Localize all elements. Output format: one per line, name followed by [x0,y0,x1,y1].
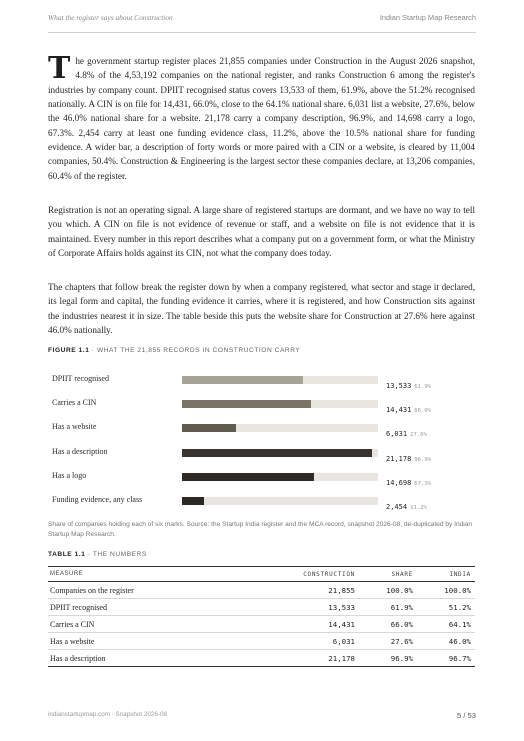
intro-paragraph-text: he government startup register places 21,855 companies under Construction in the August 2026 snapshot, 4.8% of the 4,53,192 companies on the national register, and ranks Construction 6 among the register's industries by company count. DPIIT recognised status covers 13,533 of them, 61.9%, above the 51.2% recognised nationally. A CIN is on file for 14,431, 66.0%, close to the 64.1% national share. 6,031 list a website, 27.6%, below the 46.0% national share for a website. 21,178 carry a company description, 96.9%, and 14,698 carry a logo, 67.3%. 2,454 carry at least one funding evidence class, 11.2%, above the 10.5% national share for funding evidence. A wider bar, a description of forty words or more paired with a CIN or a website, is cleared by 11,004 companies, 50.4%. Construction & Engineering is the largest sector these companies declare, at 13,206 companies, 60.4% of the register. [48,56,475,181]
bar-row [48,491,475,515]
bar-row [48,418,475,442]
table-cell-measure: DPIIT recognised [48,599,248,616]
figure-caption [48,347,300,354]
bar [182,449,372,457]
page-header [48,13,476,33]
bar-count: 21,178 [386,454,412,463]
table-row [48,582,475,599]
bar-label: Has a website [52,422,97,432]
bar-track [182,449,378,457]
bar-count: 6,031 [386,430,408,439]
publisher-name: Indian Startup Map Research [379,13,476,22]
caveat-paragraph: Registration is not an operating signal. A large share of registered startups are dormant, and we have no way to tell you which. A CIN on file is not evidence of revenue or staff, and a website on file is not evidence that it is maintained. Every number in this report describes what a company put on a government form, or what the Ministry of Corporate Affairs holds against its CIN, not what the company does today. [48,205,475,259]
drop-cap: T [48,51,71,86]
bar-percent: 66.0% [414,408,432,415]
bar-row [48,443,475,467]
table-cell-construction: 13,533 [248,599,359,616]
bar-count: 13,533 [386,382,412,390]
table-cell-measure: Carries a CIN [48,616,248,633]
figure-separator: · [89,347,97,354]
table-cell-measure: Has a website [48,633,248,650]
bar-label: Carries a CIN [52,398,97,408]
bar-row [48,394,475,418]
bar-row [48,370,475,394]
table-cell-share: 96.9% [359,650,417,667]
bar-label: Has a description [52,446,108,456]
column-header-construction: CONSTRUCTION [248,567,359,582]
bar [182,497,204,505]
table-cell-construction: 21,178 [248,650,359,667]
table-cell-india: 64.1% [417,616,475,633]
table-number: TABLE 1.1 [48,551,86,558]
bar [182,400,311,408]
figure-number: FIGURE 1.1 [48,347,90,354]
figure-note: Share of companies holding each of six marks. Source: the Startup India register and the MCA record, snapshot 2026-08, de-duplicated by Indian Startup Map Research. [48,521,473,538]
column-header-measure: MEASURE [48,567,248,582]
bar-label: DPIIT recognised [52,374,109,383]
bar-value-label [386,496,427,514]
page-number: 5 / 53 [457,711,476,720]
bar-track [182,473,378,481]
table-cell-construction: 6,031 [248,633,359,650]
table-row [48,650,475,667]
bar-percent: 11.2% [410,504,427,511]
table-row [48,633,475,650]
bar-value-label [386,472,431,490]
table-separator: · [85,551,93,558]
bar-count: 14,431 [386,406,412,415]
table-cell-india: 46.0% [417,633,475,650]
bar-percent: 96.9% [414,456,432,463]
bar-chart [48,370,475,515]
bar [182,376,303,384]
bar-count: 2,454 [386,502,408,511]
column-header-india: INDIA [417,567,475,582]
table-cell-india: 51.2% [417,599,475,616]
chapters-paragraph: The chapters that follow break the register down by when a company registered, what sector and stage it declared, its legal form and capital, the funding evidence it carries, where it is registered, and how Construction sits against the industries nearest it in size. The table beside this puts the website share for Construction at 27.6% here against 46.0% nationally. [48,282,475,336]
numbers-table [48,566,475,667]
table-cell-construction: 14,431 [248,616,359,633]
bar-percent: 61.9% [414,384,432,390]
bar [182,473,314,481]
figure-title: WHAT THE 21,855 RECORDS IN CONSTRUCTION CARRY [96,347,301,354]
bar-track [182,400,378,408]
table-cell-measure: Companies on the register [48,582,248,599]
table-cell-measure: Has a description [48,650,248,667]
table-cell-share: 100.0% [359,582,417,599]
bar-percent: 27.6% [410,432,427,439]
bar-label: Has a logo [52,470,87,480]
bar-row [48,467,475,491]
running-title: What the register says about Construction [48,13,173,22]
table-cell-construction: 21,855 [248,582,359,599]
bar-value-label [386,399,431,417]
table-header-row [48,567,475,582]
table-cell-share: 61.9% [359,599,417,616]
table-caption [48,551,147,558]
table-row [48,616,475,633]
footer-source: indianstartupmap.com · Snapshot 2026-08 [48,711,168,718]
bar-track [182,497,378,505]
bar-track [182,424,378,432]
page-footer [48,711,476,720]
bar-value-label [386,423,427,441]
table-cell-share: 27.6% [359,633,417,650]
bar-percent: 67.3% [414,480,432,487]
bar-count: 14,698 [386,478,412,487]
bar-track [182,376,378,384]
table-cell-india: 100.0% [417,582,475,599]
table-cell-india: 96.7% [417,650,475,667]
table-title: THE NUMBERS [92,551,147,558]
bar-label: Funding evidence, any class [52,494,143,504]
table-cell-share: 66.0% [359,616,417,633]
bar-value-label [386,375,431,393]
column-header-share: SHARE [359,567,417,582]
intro-paragraph [48,51,475,183]
bar-value-label [386,448,431,466]
table-row [48,599,475,616]
bar [182,424,236,432]
